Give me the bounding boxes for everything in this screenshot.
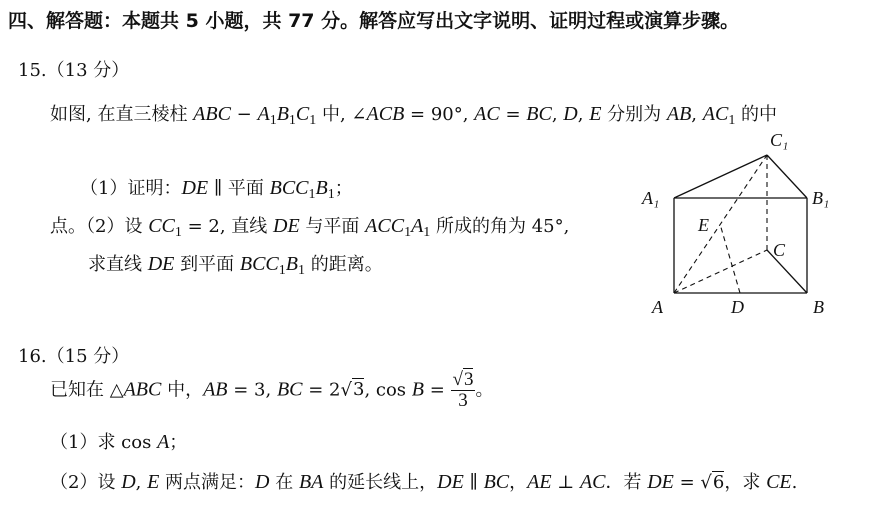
prism-figure [636,124,856,324]
label-c1: C₁ [770,130,789,150]
q16-part2: （2）设 D, E 两点满足：D 在 BA 的延长线上，DE ∥ BC，AE ⊥ AC．若 DE = √6，求 CE. [50,471,798,493]
q15-part1: （1）证明：DE ∥ 平面 $BCC_1B_1$； [80,177,353,203]
section-heading: 四、解答题：本题共 5 小题，共 77 分。解答应写出文字说明、证明过程或演算步骤。 [8,10,740,32]
q16-score: （15 分） [46,346,130,367]
q15-stem: 如图, 在直三棱柱 ABC − $A_1B_1C_1$ 中, ∠ACB = 90°, AC = BC, D, E 分别为 AB, $AC_1$ 的中 [50,103,778,129]
label-b1: B₁ [812,188,830,208]
q16-stem: 已知在 △ABC 中，AB = 3, BC = 2√3, cos B = $\frac{√3}{3}$ 。 [50,369,494,411]
edge-a-c1 [674,155,767,293]
label-e: E [698,215,709,235]
q16-header [18,342,129,368]
edge-a1-c1 [674,155,767,198]
segment-d-e [720,224,740,293]
q16-part1: （1）求 cos A； [50,431,188,453]
q16-number: 16. [18,346,47,367]
label-c: C [773,240,786,260]
label-b: B [813,297,824,317]
q15-part2-line2: 求直线 DE 到平面 $BCC_1B_1$ 的距离。 [88,253,383,279]
edge-c1-b1 [767,155,807,198]
label-d: D [731,297,744,317]
q15-header [18,56,129,82]
q15-score: （13 分） [46,60,130,81]
label-a1: A₁ [642,188,660,208]
label-a: A [652,297,663,317]
edge-a-c [674,250,767,293]
q15-number: 15. [18,60,47,81]
fraction-sqrt3-over-3: $\frac{√3}{3}$ [452,369,474,411]
q15-part2-line1: 点。（2）设 $CC_1 = 2$, 直线 DE 与平面 $ACC_1A_1$ 所成的角为 45°, [50,215,570,241]
